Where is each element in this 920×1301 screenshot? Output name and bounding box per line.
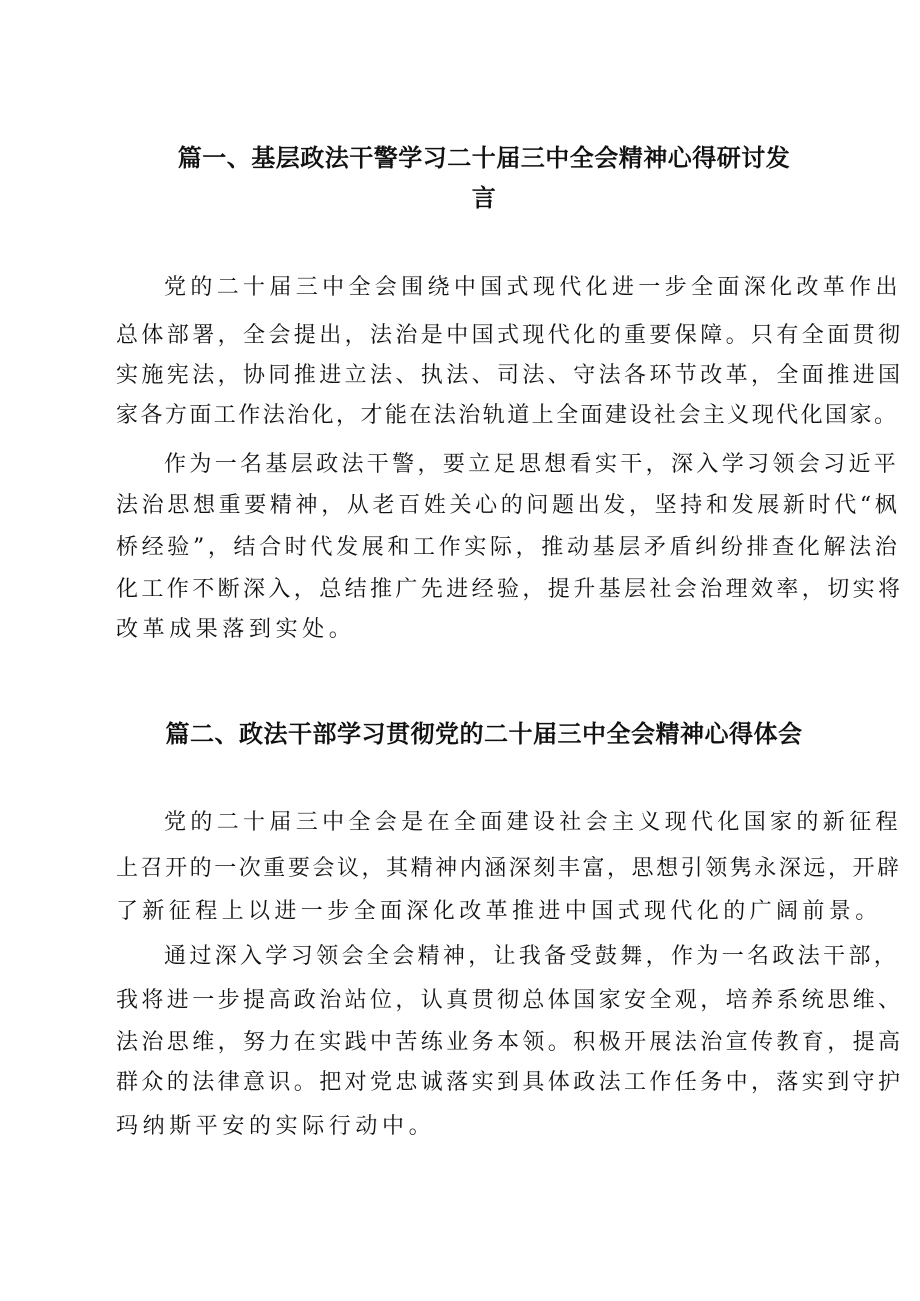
section-1-title xyxy=(116,138,852,218)
section-1-title-line-2: 言 xyxy=(471,184,497,212)
text-line: 玛纳斯平安的实际行动中。 xyxy=(116,1114,436,1139)
section-1-title-line-1: 篇一、基层政法干警学习二十届三中全会精神心得研讨发 xyxy=(177,144,791,172)
text-line: 法治思维，努力在实践中苦练业务本领。积极开展法治宣传教育，提高 xyxy=(116,1030,904,1055)
text-line: 总体部署，全会提出，法治是中国式现代化的重要保障。只有全面贯彻 xyxy=(116,323,904,348)
text-line: 党的二十届三中全会是在全面建设社会主义现代化国家的新征程 xyxy=(164,810,902,835)
text-line: 通过深入学习领会全会精神，让我备受鼓舞，作为一名政法干部， xyxy=(164,944,900,969)
text-line: 作为一名基层政法干警，要立足思想看实干，深入学习领会习近平 xyxy=(164,452,900,477)
text-line: 化工作不断深入，总结推广先进经验，提升基层社会治理效率，切实将 xyxy=(116,577,904,602)
text-line: 上召开的一次重要会议，其精神内涵深刻丰富，思想引领隽永深远，开辟 xyxy=(116,856,902,881)
text-line: 群众的法律意识。把对党忠诚落实到具体政法工作任务中，落实到守护 xyxy=(116,1070,904,1095)
text-line: 家各方面工作法治化，才能在法治轨道上全面建设社会主义现代化国家。 xyxy=(116,403,899,428)
text-line: 实施宪法，协同推进立法、执法、司法、守法各环节改革，全面推进国 xyxy=(116,363,904,388)
section-2-title: 篇二、政法干部学习贯彻党的二十届三中全会精神心得体会 xyxy=(165,720,803,748)
text-line: 我将进一步提高政治站位，认真贯彻总体国家安全观，培养系统思维、 xyxy=(116,988,904,1013)
text-line: 桥经验”，结合时代发展和工作实际，推动基层矛盾纠纷排查化解法治 xyxy=(116,535,901,560)
text-line: 改革成果落到实处。 xyxy=(116,617,356,642)
text-line: 法治思想重要精神，从老百姓关心的问题出发，坚持和发展新时代“枫 xyxy=(116,493,901,518)
text-line: 党的二十届三中全会围绕中国式现代化进一步全面深化改革作出 xyxy=(164,275,902,300)
text-line: 了新征程上以进一步全面深化改革推进中国式现代化的广阔前景。 xyxy=(116,899,882,924)
